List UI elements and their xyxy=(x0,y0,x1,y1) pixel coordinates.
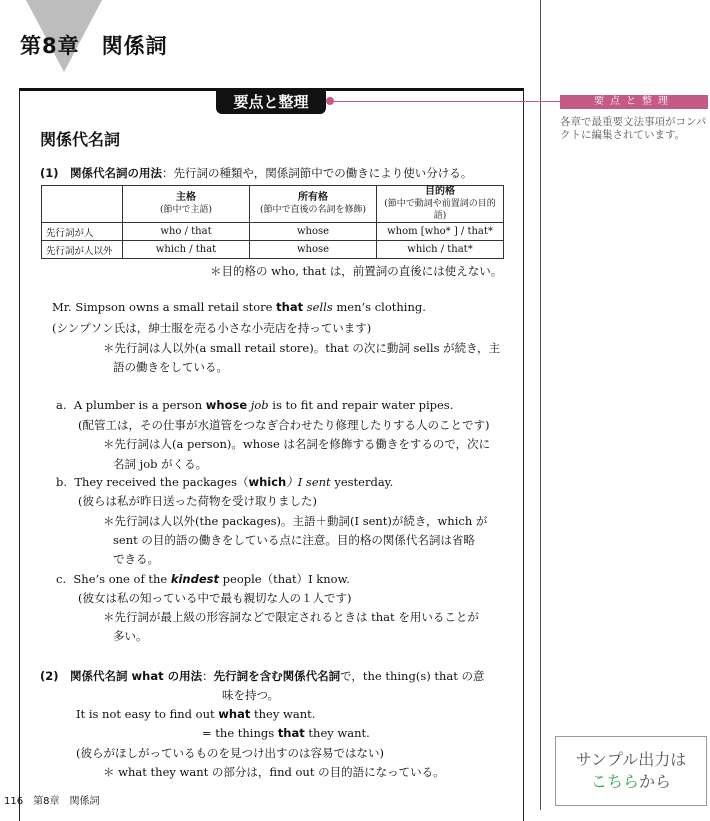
table-row: 先行詞が人 who / that whose whom [who* ] / that* xyxy=(42,223,504,241)
callout-connector-line xyxy=(330,101,560,102)
example-main-japanese: (シンプソン氏は，紳士服を売る小さな小売店を持っています) xyxy=(52,321,372,335)
summary-tab: 要点と整理 xyxy=(216,90,326,114)
example-a-japanese: (配管工は，その仕事が水道管をつなぎ合わせたり修理したりする人のことです) xyxy=(78,418,490,432)
table-header-possessive: 所有格 (節中で直後の名詞を修飾) xyxy=(250,186,377,223)
example-a-note: ＊先行詞は人(a person)。whose は名詞を修飾する働きをするので，次に xyxy=(103,437,491,451)
example-b-note: sent の目的語の働きをしている点に注意。目的格の関係代名詞は省略 xyxy=(113,533,475,547)
example-main-note: 語の働きをしている。 xyxy=(113,360,228,374)
example-a-english: a. A plumber is a person whose job is to fit and repair water pipes. xyxy=(56,398,454,412)
example-c-english: c. She’s one of the kindest people（that）I know. xyxy=(56,572,350,586)
part2-note: ＊ what they want の部分は，find out の目的語になっている。 xyxy=(103,765,445,779)
callout-label: 要点と整理 xyxy=(560,95,708,109)
example-a-note: 名詞 job がくる。 xyxy=(113,457,208,471)
part2-japanese: (彼らがほしがっているものを見つけ出すのは容易ではない) xyxy=(76,746,384,760)
example-main-note: ＊先行詞は人以外(a small retail store)。that の次に動詞 sells が続き，主 xyxy=(103,341,501,355)
part1-label: (1) 関係代名詞の用法 xyxy=(40,166,163,180)
callout-text: 各章で最重要文法事項がコンパクトに編集されています。 xyxy=(560,116,707,141)
sample-output-link[interactable] xyxy=(555,736,707,806)
page-footer: 116 第8章 関係詞 xyxy=(4,796,100,807)
example-b-japanese: (彼らは私が昨日送った荷物を受け取りました) xyxy=(78,494,317,508)
table-header-subjective: 主格 (節中で主語) xyxy=(123,186,250,223)
example-c-japanese: (彼女は私の知っている中で最も親切な人の１人です) xyxy=(78,591,352,605)
section-heading: 関係代名詞 xyxy=(40,130,121,149)
part2-equivalent: = the things that they want. xyxy=(202,726,370,740)
table-corner xyxy=(42,186,123,223)
sample-output-text[interactable]: サンプル出力は こちらから xyxy=(575,750,687,791)
example-main-english: Mr. Simpson owns a small retail store that sells men’s clothing. xyxy=(52,300,426,314)
part2-line2: 味を持つ。 xyxy=(222,688,280,702)
part1-line xyxy=(40,165,472,181)
chapter-title: 第8章 関係詞 xyxy=(20,34,168,58)
example-b-english: b. They received the packages（which）I sent yesterday. xyxy=(56,475,394,489)
table-note: ＊目的格の who, that は，前置詞の直後には使えない。 xyxy=(210,264,503,278)
part2-english: It is not easy to find out what they want. xyxy=(76,707,316,721)
relative-pronoun-table xyxy=(41,185,504,259)
part2-line: (2) 関係代名詞 what の用法：先行詞を含む関係代名詞で，the thing(s) that の意 xyxy=(40,669,485,683)
table-row: 先行詞が人以外 which / that whose which / that* xyxy=(42,241,504,259)
example-b-note: できる。 xyxy=(113,552,159,566)
table-header-objective: 目的格 (節中で動詞や前置詞の目的語) xyxy=(377,186,504,223)
example-c-note: ＊先行詞が最上級の形容詞などで限定されるときは that を用いることが xyxy=(103,610,479,624)
example-b-note: ＊先行詞は人以外(the packages)。主語＋動詞(I sent)が続き，which が xyxy=(103,514,488,528)
part1-text: ：先行詞の種類や，関係詞節中での働きにより使い分ける。 xyxy=(162,166,473,180)
example-c-note: 多い。 xyxy=(113,629,148,643)
callout-connector-dot xyxy=(326,97,334,105)
